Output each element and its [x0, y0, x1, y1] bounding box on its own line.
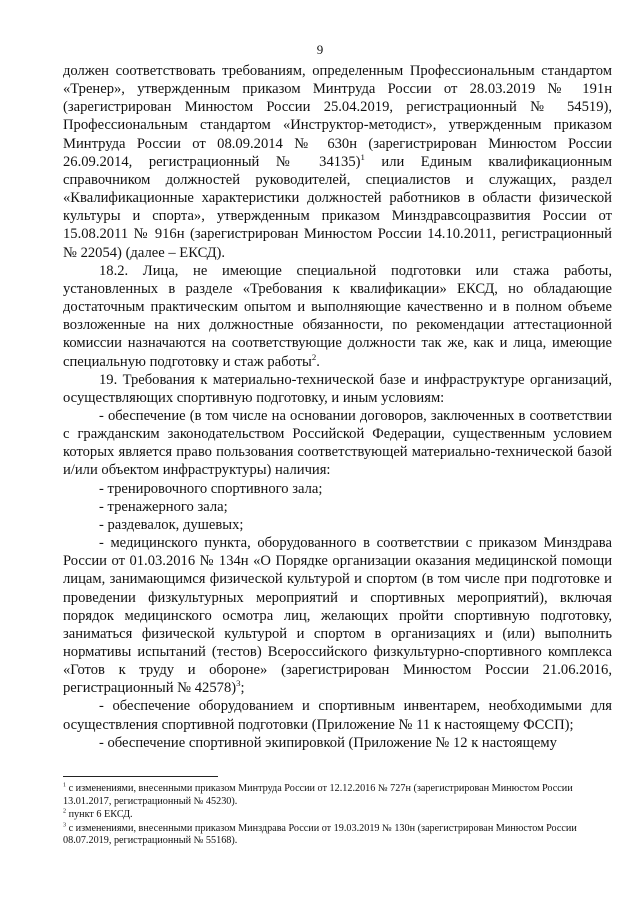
paragraph-text: 18.2. Лица, не имеющие специальной подготовки или стажа работы, установленных в разделе «Требования к квалификации» ЕКСД, но обладающие достаточным практическим опытом и выполняющие качественно и в полном объеме возложенные на них должностные обязанности, по рекомендации аттестационной комиссии назначаются на соответствующие должности так же, как и лица, имеющие специальную подготовку и стаж работы — [63, 262, 612, 370]
list-item-text: - тренажерного зала; — [99, 498, 228, 515]
list-item — [63, 534, 612, 697]
list-item — [63, 697, 612, 733]
footnote-mark: 2 — [63, 808, 67, 815]
list-item-text: - обеспечение (в том числе на основании договоров, заключенных в соответствии с гражданским законодательством Российской Федерации, существенным условием которых является право пользования соответствующей материально-технической базой и/или объектом инфраструктуры) наличия: — [63, 407, 612, 479]
footnotes — [63, 776, 612, 849]
paragraph-text-tail: . — [316, 353, 320, 370]
paragraph-text-tail: или Единым квалификационным справочником должностей руководителей, специалистов и служащих, раздел «Квалификационные характеристики должностей работников в области физической культуры и спорта», утвержденным приказом Минздравсоцразвития России от 15.08.2011 № 916н (зарегистрирован Минюстом России 14.10.2011, регистрационный № 22054) (далее – ЕКСД). — [63, 153, 612, 261]
footnote-divider — [63, 776, 218, 777]
list-item — [63, 734, 612, 752]
footnote-text: пункт 6 ЕКСД. — [66, 809, 133, 820]
paragraph-18-2 — [63, 262, 612, 371]
list-item-text-tail: ; — [240, 680, 245, 697]
footnote-ref: 1 — [360, 151, 365, 162]
footnote — [63, 783, 612, 808]
footnote-mark: 1 — [63, 782, 67, 789]
page-number: 9 — [316, 42, 324, 57]
list-item — [63, 516, 612, 534]
body-text — [63, 62, 612, 752]
list-item — [63, 498, 612, 516]
paragraph-text: должен соответствовать требованиям, определенным Профессиональным стандартом «Тренер», утвержденным приказом Минтруда России от 28.03.2019 № 191н (зарегистрирован Минюстом России 25.04.2019, регистрационный № 54519), Профессиональным стандартом «Инструктор-методист», утвержденным приказом Минтруда России от 08.09.2014 № 630н (зарегистрирован Минюстом России 26.09.2014, регистрационный № 34135) — [63, 63, 612, 170]
paragraph-continuation — [63, 62, 612, 262]
footnote-text: с изменениями, внесенными приказом Минздрава России от 19.03.2019 № 130н (зарегистрирован Минюстом России 08.07.2019, регистрационный № 55168). — [63, 822, 577, 846]
list-item-text: - обеспечение оборудованием и спортивным инвентарем, необходимыми для осуществления спортивной подготовки (Приложение № 11 к настоящему ФССП); — [63, 698, 612, 733]
list-item-text: - раздевалок, душевых; — [99, 516, 244, 533]
list-item-text: - медицинского пункта, оборудованного в соответствии с приказом Минздрава России от 01.03.2016 № 134н «О Порядке организации оказания медицинской помощи лицам, занимающимся физической культурой и спортом (в том числе при подготовке и проведении физкультурных мероприятий и спортивных мероприятий), включая порядок медицинского осмотра лиц, желающих пройти спортивную подготовку, заниматься физической культурой и спортом в организациях и (или) выполнить нормативы испытаний (тестов) Всероссийского физкультурно-спортивного комплекса «Готов к труду и обороне» (зарегистрирован Минюстом России 21.06.2016, регистрационный № 42578) — [63, 535, 612, 697]
footnote-ref: 3 — [236, 678, 241, 689]
list-item — [63, 480, 612, 498]
list-item-text: - тренировочного спортивного зала; — [99, 480, 323, 497]
footnote-ref: 2 — [311, 351, 317, 362]
footnote — [63, 823, 612, 848]
paragraph-text: 19. Требования к материально-технической базе и инфраструктуре организаций, осуществляющих спортивную подготовку, и иным условиям: — [63, 371, 612, 406]
footnote-mark: 3 — [63, 822, 67, 829]
paragraph-19 — [63, 371, 612, 407]
list-item — [63, 407, 612, 480]
list-item-text: - обеспечение спортивной экипировкой (Приложение № 12 к настоящему — [99, 734, 557, 751]
footnote-text: с изменениями, внесенными приказом Минтруда России от 12.12.2016 № 727н (зарегистрирован Минюстом России 13.01.2017, регистрационный № 45230). — [63, 783, 573, 807]
footnote — [63, 809, 612, 822]
